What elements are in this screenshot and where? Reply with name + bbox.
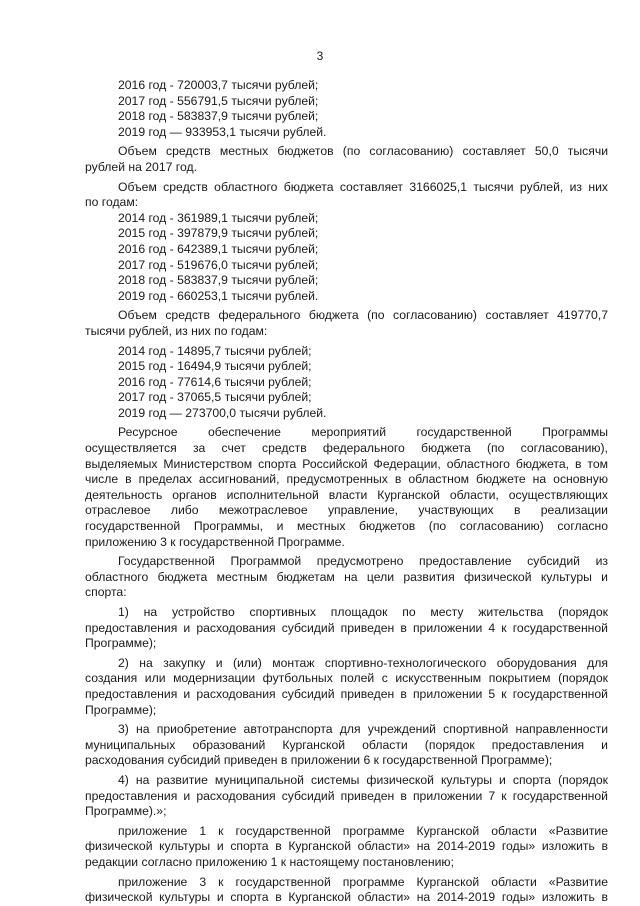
text-line: 2018 год - 583837,9 тысячи рублей; bbox=[118, 109, 319, 124]
text-line: 2017 год - 519676,0 тысячи рублей; bbox=[118, 257, 319, 272]
text-line: 2017 год - 37065,5 тысячи рублей; bbox=[118, 390, 312, 405]
document-body bbox=[85, 78, 608, 906]
text-line: выделяемых Министерством спорта Российской Федерации, областного бюджета, в том bbox=[85, 456, 608, 471]
text-line: 2019 год - 660253,1 тысячи рублей. bbox=[118, 288, 319, 303]
text-line: 2018 год - 583837,9 тысячи рублей; bbox=[118, 273, 319, 288]
text-line: тысячи рублей, из них по годам: bbox=[85, 323, 268, 338]
text-line: редакции согласно приложению 1 к настоящему постановлению; bbox=[85, 854, 454, 869]
text-line: приложение 3 к государственной программе Курганской области «Развитие bbox=[118, 874, 608, 889]
text-line: предоставления и расходования субсидий приведен в приложении 4 к государственной bbox=[85, 620, 608, 635]
text-line: отраслевое либо межотраслевое управление, участвующих в реализации bbox=[85, 503, 608, 518]
text-line: 1) на устройство спортивных площадок по месту жительства (порядок bbox=[118, 605, 608, 619]
text-line: областного бюджета местным бюджетам на цели развития физической культуры и bbox=[85, 569, 608, 584]
text-line: 2016 год - 720003,7 тысячи рублей; bbox=[118, 78, 319, 92]
text-line: 3) на приобретение автотранспорта для учреждений спортивной направленности bbox=[118, 722, 608, 737]
text-line: создания или модернизации футбольных полей с искусственным покрытием (порядок bbox=[85, 671, 608, 686]
text-line: 2016 год - 77614,6 тысячи рублей; bbox=[118, 374, 312, 389]
text-line: Объем средств областного бюджета составляет 3166025,1 тысячи рублей, из них bbox=[118, 179, 608, 194]
text-line: Объем средств федерального бюджета (по согласованию) составляет 419770,7 bbox=[118, 308, 608, 323]
text-line: рублей на 2017 год. bbox=[85, 159, 197, 174]
text-line: приложение 1 к государственной программе Курганской области «Развитие bbox=[118, 823, 608, 838]
text-line: осуществляется за счет средств федерального бюджета (по согласованию), bbox=[85, 441, 608, 456]
text-line: 2019 год — 273700,0 тысячи рублей. bbox=[118, 405, 327, 420]
text-line: 2017 год - 556791,5 тысячи рублей; bbox=[118, 93, 319, 108]
text-line: приложению 3 к государственной Программе. bbox=[85, 534, 345, 549]
text-line: 2019 год — 933953,1 тысячи рублей. bbox=[118, 124, 327, 139]
text-line: 2) на закупку и (или) монтаж спортивно-технологического оборудования для bbox=[118, 655, 608, 670]
text-line: деятельность органов исполнительной власти Курганской области, осуществляющих bbox=[85, 487, 608, 502]
text-line: 2014 год - 14895,7 тысячи рублей; bbox=[118, 343, 312, 358]
text-line: 2015 год - 397879,9 тысячи рублей; bbox=[118, 226, 319, 241]
text-line: предоставления и расходования субсидий приведен в приложении 5 к государственной bbox=[85, 686, 608, 701]
text-line: расходования субсидий приведен в приложении 6 к государственной Программе); bbox=[85, 753, 553, 768]
text-line: Объем средств местных бюджетов (по согласованию) составляет 50,0 тысячи bbox=[118, 144, 608, 159]
text-line: спорта: bbox=[85, 585, 127, 600]
text-line: Программе); bbox=[85, 636, 157, 651]
text-line: физической культуры и спорта в Курганской области» на 2014-2019 годы» изложить в bbox=[85, 839, 608, 854]
text-line: Программе).»; bbox=[85, 804, 167, 819]
text-line: муниципальных образований Курганской области (порядок предоставления и bbox=[85, 737, 608, 752]
text-line: Программе); bbox=[85, 702, 157, 717]
text-line: 4) на развитие муниципальной системы физической культуры и спорта (порядок bbox=[118, 772, 608, 787]
text-line: 2014 год - 361989,1 тысячи рублей; bbox=[118, 210, 319, 225]
text-line: Государственной Программой предусмотрено предоставление субсидий из bbox=[118, 554, 608, 569]
page-number: 3 bbox=[316, 49, 324, 63]
text-line: государственной Программы, и местных бюджетов (по согласованию) согласно bbox=[85, 519, 608, 534]
text-line: числе в пределах ассигнований, предусмотренных в областном бюджете на основную bbox=[85, 472, 608, 487]
text-line: предоставления и расходования субсидий приведен в приложении 7 к государственной bbox=[85, 788, 608, 803]
text-line: физической культуры и спорта в Курганской области» на 2014-2019 годы» изложить в bbox=[85, 890, 608, 905]
text-line: Ресурсное обеспечение мероприятий государственной Программы bbox=[118, 425, 608, 440]
text-line: по годам: bbox=[85, 195, 139, 210]
text-line: 2015 год - 16494,9 тысячи рублей; bbox=[118, 359, 312, 374]
text-line: 2016 год - 642389,1 тысячи рублей; bbox=[118, 241, 319, 256]
